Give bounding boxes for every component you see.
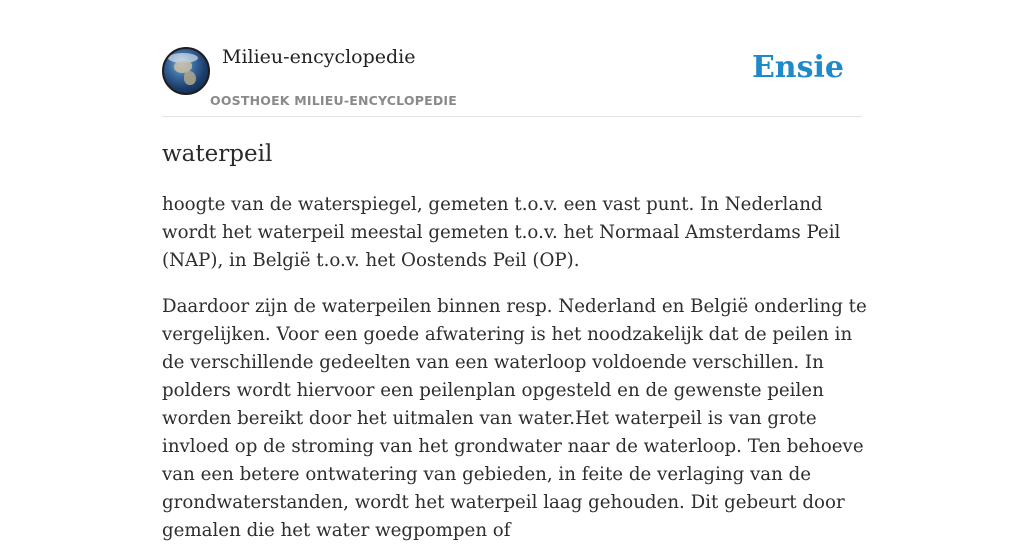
site-title-link[interactable]: Milieu-encyclopedie (222, 46, 416, 68)
earth-globe-avatar[interactable] (162, 47, 210, 95)
definition-paragraph: hoogte van de waterspiegel, gemeten t.o.v. een vast punt. In Nederland wordt het waterpeil meestal gemeten t.o.v. het Normaal Amsterdams Peil (NAP), in België t.o.v. het Oostends Peil (OP). (162, 194, 841, 271)
brand-logo-link[interactable]: Ensie (751, 50, 844, 85)
page-container (162, 0, 867, 545)
site-subtitle: OOSTHOEK MILIEU-ENCYCLOPEDIE (210, 93, 457, 108)
term-heading: waterpeil (162, 141, 273, 167)
site-header (162, 0, 862, 117)
avatar-land (184, 71, 196, 85)
definition-paragraph: Daardoor zijn de waterpeilen binnen resp. Nederland en België onderling te vergelijken. Voor een goede afwatering is het noodzakelijk dat de peilen in de verschillende gedeelten van een waterloop voldoende verschillen. In polders wordt hiervoor een peilenplan opgesteld en de gewenste peilen worden bereikt door het uitmalen van water.Het waterpeil is van grote invloed op de stroming van het grondwater naar de waterloop. Ten behoeve van een betere ontwatering van gebieden, in feite de verlaging van de grondwaterstanden, wordt het waterpeil laag gehouden. Dit gebeurt door gemalen die het water wegpompen of (162, 296, 867, 541)
